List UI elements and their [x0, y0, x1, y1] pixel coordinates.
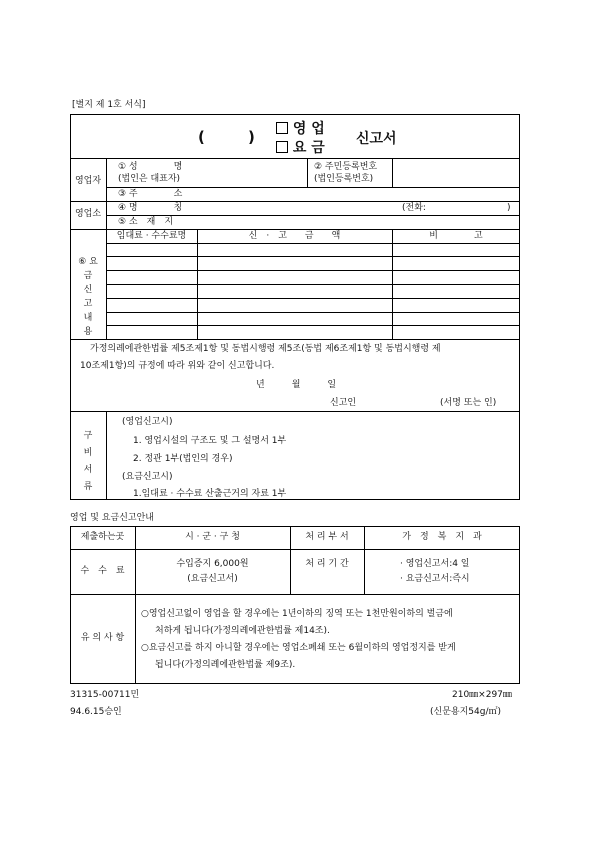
name-sublabel: (법인은 대표자) [118, 174, 181, 184]
fee-section-label [70, 255, 106, 339]
processing-period-fee: · 요금신고서:즉시 [400, 574, 470, 584]
document-item-1: 1. 영업시설의 구조도 및 그 설명서 1부 [133, 436, 287, 446]
fee-label: 수 수 료 [80, 566, 125, 576]
fee-section-char: 내 [83, 313, 93, 323]
address-field[interactable] [197, 188, 519, 200]
processing-dept-value: 가 정 복 지 과 [402, 532, 482, 542]
title-suffix: 신고서 [356, 131, 397, 147]
title-paren-right: ) [248, 128, 255, 146]
location-field[interactable] [197, 216, 519, 228]
title-paren-left: ( [198, 128, 205, 146]
signature-note: (서명 또는 인) [440, 398, 497, 408]
fee-value-note: (요금신고서) [187, 574, 238, 584]
submit-place-label: 제출하는곳 [80, 532, 125, 542]
documents-label-char: 비 [83, 448, 93, 458]
guide-caption: 영업 및 요금신고안내 [70, 513, 154, 523]
fee-amount-column-header: 신 · 고 금 액 [248, 231, 341, 241]
processing-period-business: · 영업신고서:4 일 [400, 559, 470, 569]
fee-remarks-column-header: 비 고 [429, 231, 483, 241]
document-item-3: 1.임대료 · 수수료 산출근거의 자료 1부 [133, 489, 287, 499]
notes-label: 유 의 사 항 [80, 633, 125, 643]
documents-section-label [70, 428, 106, 496]
processing-dept-label: 처 리 부 서 [305, 532, 349, 542]
note-1-line-2: 처하게 됩니다(가정의례에관한법률 제14조). [155, 626, 330, 636]
resident-id-sublabel: (법인등록번호) [314, 174, 374, 184]
title-option-business-label: 영 업 [292, 121, 325, 137]
form-number: [별지 제 1호 서식] [72, 100, 146, 110]
declaration-line-1: 가정의례에관한법률 제5조제1항 및 동법시행령 제5조(동법 제6조제1항 및 동법시행령 제 [90, 344, 441, 354]
submit-place-value: 시 · 군 · 구 청 [185, 532, 240, 542]
fee-section-char: ⑥ 요 [78, 257, 98, 267]
name-label: ① 성 명 [118, 162, 183, 172]
title-option-fee [276, 137, 325, 157]
approval-date: 94.6.15승인 [70, 707, 122, 717]
declaration-applicant-label: 신고인 [330, 398, 357, 408]
processing-period-label: 처 리 기 간 [305, 559, 349, 569]
title-option-fee-label: 요 금 [292, 140, 325, 156]
form-code: 31315-00711민 [70, 690, 140, 700]
fee-report-heading: (요금신고시) [122, 472, 173, 482]
phone-close: ) [507, 203, 511, 213]
documents-label-char: 구 [83, 431, 93, 441]
fee-name-column-header: 임대료 · 수수료명 [116, 231, 187, 241]
fee-checkbox[interactable] [276, 141, 288, 153]
fee-section-char: 금 [83, 271, 93, 281]
business-name-label: ④ 명 칭 [118, 203, 183, 213]
applicant-section-label: 영업자 [74, 176, 102, 186]
declaration-date: 년 월 일 [256, 380, 337, 390]
note-2-line-1: ○요금신고를 하지 아니할 경우에는 영업소폐쇄 또는 6월이하의 영업정지를 받게 [141, 643, 456, 653]
phone-field[interactable] [436, 202, 504, 214]
business-name-field[interactable] [197, 202, 397, 214]
phone-label: (전화: [402, 203, 426, 213]
documents-label-char: 서 [83, 465, 93, 475]
paper-size: 210㎜×297㎜ [452, 690, 512, 700]
declaration-line-2: 10조제1항)의 규정에 따라 위와 같이 신고합니다. [80, 361, 275, 371]
document-item-2: 2. 정관 1부(법인의 경우) [133, 454, 233, 464]
business-report-heading: (영업신고시) [122, 417, 173, 427]
note-1-line-1: ○영업신고없이 영업을 할 경우에는 1년이하의 징역 또는 1천만원이하의 벌금에 [141, 609, 453, 619]
name-field[interactable] [197, 159, 306, 186]
fee-section-char: 신 [83, 285, 93, 295]
fee-section-char: 용 [83, 327, 93, 337]
business-section-label: 영업소 [74, 209, 102, 219]
fee-value-amount: 수입증지 6,000원 [176, 559, 249, 569]
resident-id-field[interactable] [393, 159, 519, 186]
fee-entry-rows[interactable] [107, 244, 519, 338]
fee-section-char: 고 [83, 299, 93, 309]
title-option-business [276, 118, 325, 138]
form-title [70, 114, 520, 158]
documents-label-char: 류 [83, 482, 93, 492]
paper-type: (신문용지54g/㎡) [430, 707, 501, 717]
applicant-signature-field[interactable] [362, 396, 432, 409]
note-2-line-2: 됩니다(가정의례에관한법률 제9조). [155, 660, 296, 670]
resident-id-label: ② 주민등록번호 [314, 162, 378, 172]
address-label: ③ 주 소 [118, 189, 183, 199]
location-label: ⑤ 소 재 지 [118, 217, 174, 227]
business-checkbox[interactable] [276, 122, 288, 134]
